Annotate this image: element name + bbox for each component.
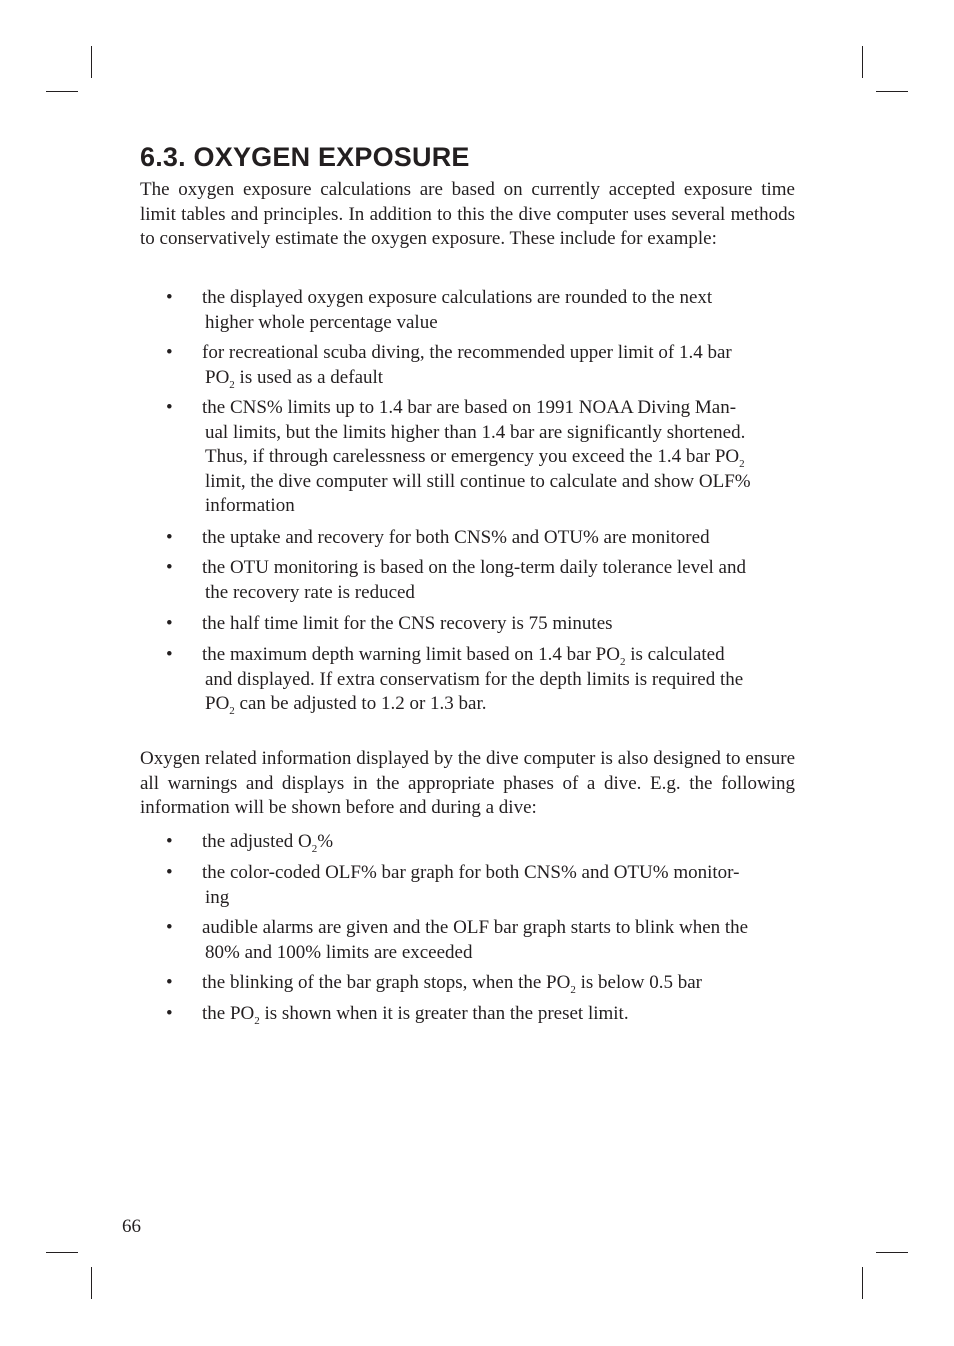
list-item-line: the recovery rate is reduced [205, 581, 415, 603]
list-item-text [202, 612, 800, 637]
crop-mark-top-left-horizontal [46, 91, 78, 92]
bullet-marker: • [166, 557, 173, 578]
list-item-text [202, 971, 800, 996]
list-item-line: audible alarms are given and the OLF bar graph starts to blink when the [202, 917, 749, 938]
crop-mark-top-left-vertical [91, 46, 92, 78]
list-item-line: the half time limit for the CNS recovery is 75 minutes [202, 613, 613, 634]
list-item [140, 556, 800, 605]
list-item-text [202, 286, 800, 335]
list-item-line: the OTU monitoring is based on the long-term daily tolerance level and [202, 557, 746, 578]
bullet-marker: • [166, 862, 173, 883]
list-item-line: Thus, if through carelessness or emergency you exceed the 1.4 bar $PO_2$ [205, 446, 745, 471]
subscript: 2 [229, 378, 235, 391]
list-item-line: the color-coded OLF% bar graph for both CNS% and OTU% monitor- [202, 862, 740, 883]
bullet-marker: • [166, 397, 173, 418]
list-item-line: limit, the dive computer will still continue to calculate and show OLF% [205, 470, 751, 492]
list-item-line: the adjusted $O_2\%$ [202, 831, 334, 855]
list-item-text [202, 830, 800, 855]
subscript: 2 [311, 843, 318, 855]
bullet-marker: • [166, 831, 173, 852]
subscript: 2 [229, 705, 235, 718]
list-item [140, 341, 800, 390]
subscript: 2 [570, 984, 576, 996]
bullet-marker: • [166, 527, 173, 548]
subscript: 2 [739, 458, 745, 471]
list-item-line: for recreational scuba diving, the recommended upper limit of 1.4 bar [202, 342, 732, 363]
list-item-line: $PO_2$ is used as a default [205, 366, 384, 391]
list-item [140, 612, 800, 637]
list-item-line: ual limits, but the limits higher than 1.4 bar are significantly shortened. [205, 421, 746, 443]
list-item-line: the blinking of the bar graph stops, when the $PO_2$ is below 0.5 bar [202, 972, 702, 996]
list-item [140, 643, 800, 717]
bullet-marker: • [166, 613, 173, 634]
list-item [140, 1002, 800, 1027]
list-item [140, 916, 800, 965]
list-item-text [202, 1002, 800, 1027]
intro-paragraph: The oxygen exposure calculations are based on currently accepted exposure time limit tables and principles. In addition to this the dive computer uses several methods to conservatively estimate the oxygen exposure. These include for example: [140, 179, 795, 250]
bullet-marker: • [166, 644, 173, 665]
list-item [140, 830, 800, 855]
crop-mark-bottom-right-vertical [862, 1267, 863, 1299]
list-item-line: the uptake and recovery for both CNS% and OTU% are monitored [202, 527, 710, 548]
list-item-line: and displayed. If extra conservatism for the depth limits is required the [205, 668, 744, 690]
list-item-text [202, 556, 800, 605]
list-item-line: 80% and 100% limits are exceeded [205, 941, 473, 963]
list-item-line: ing [205, 886, 230, 908]
list-item-line: the displayed oxygen exposure calculations are rounded to the next [202, 287, 713, 308]
crop-mark-bottom-right-horizontal [876, 1252, 908, 1253]
list-item-line: the $PO_2$ is shown when it is greater than the preset limit. [202, 1003, 629, 1027]
list-item-text [202, 643, 800, 717]
oxygen-info-paragraph: Oxygen related information displayed by the dive computer is also designed to ensure all warnings and displays in the appropriate phases of a dive. E.g. the following information will be shown before and during a dive: [140, 748, 795, 819]
list-item-line: information [205, 495, 295, 517]
list-item-text [202, 861, 800, 910]
list-item-text [202, 916, 800, 965]
crop-mark-bottom-left-horizontal [46, 1252, 78, 1253]
list-item-text [202, 526, 800, 551]
subscript: 2 [254, 1015, 260, 1027]
list-item-line: $PO_2$ can be adjusted to 1.2 or 1.3 bar. [205, 693, 487, 718]
list-item [140, 971, 800, 996]
list-item-line: the maximum depth warning limit based on 1.4 bar $PO_2$ is calculated [202, 644, 725, 668]
crop-mark-bottom-left-vertical [91, 1267, 92, 1299]
bullet-marker: • [166, 342, 173, 363]
list-item-line: the CNS% limits up to 1.4 bar are based on 1991 NOAA Diving Man- [202, 397, 737, 418]
list-item-text [202, 341, 800, 390]
list-item-text [202, 396, 800, 519]
list-item [140, 396, 800, 519]
bullet-marker: • [166, 917, 173, 938]
list-item-line: higher whole percentage value [205, 311, 438, 333]
bullet-marker: • [166, 1003, 173, 1024]
list-item [140, 286, 800, 335]
section-heading: 6.3. OXYGEN EXPOSURE [140, 142, 470, 172]
page-number: 66 [122, 1216, 141, 1237]
subscript: 2 [619, 656, 626, 668]
crop-mark-top-right-vertical [862, 46, 863, 78]
list-item [140, 861, 800, 910]
bullet-marker: • [166, 287, 173, 308]
list-item [140, 526, 800, 551]
bullet-marker: • [166, 972, 173, 993]
crop-mark-top-right-horizontal [876, 91, 908, 92]
